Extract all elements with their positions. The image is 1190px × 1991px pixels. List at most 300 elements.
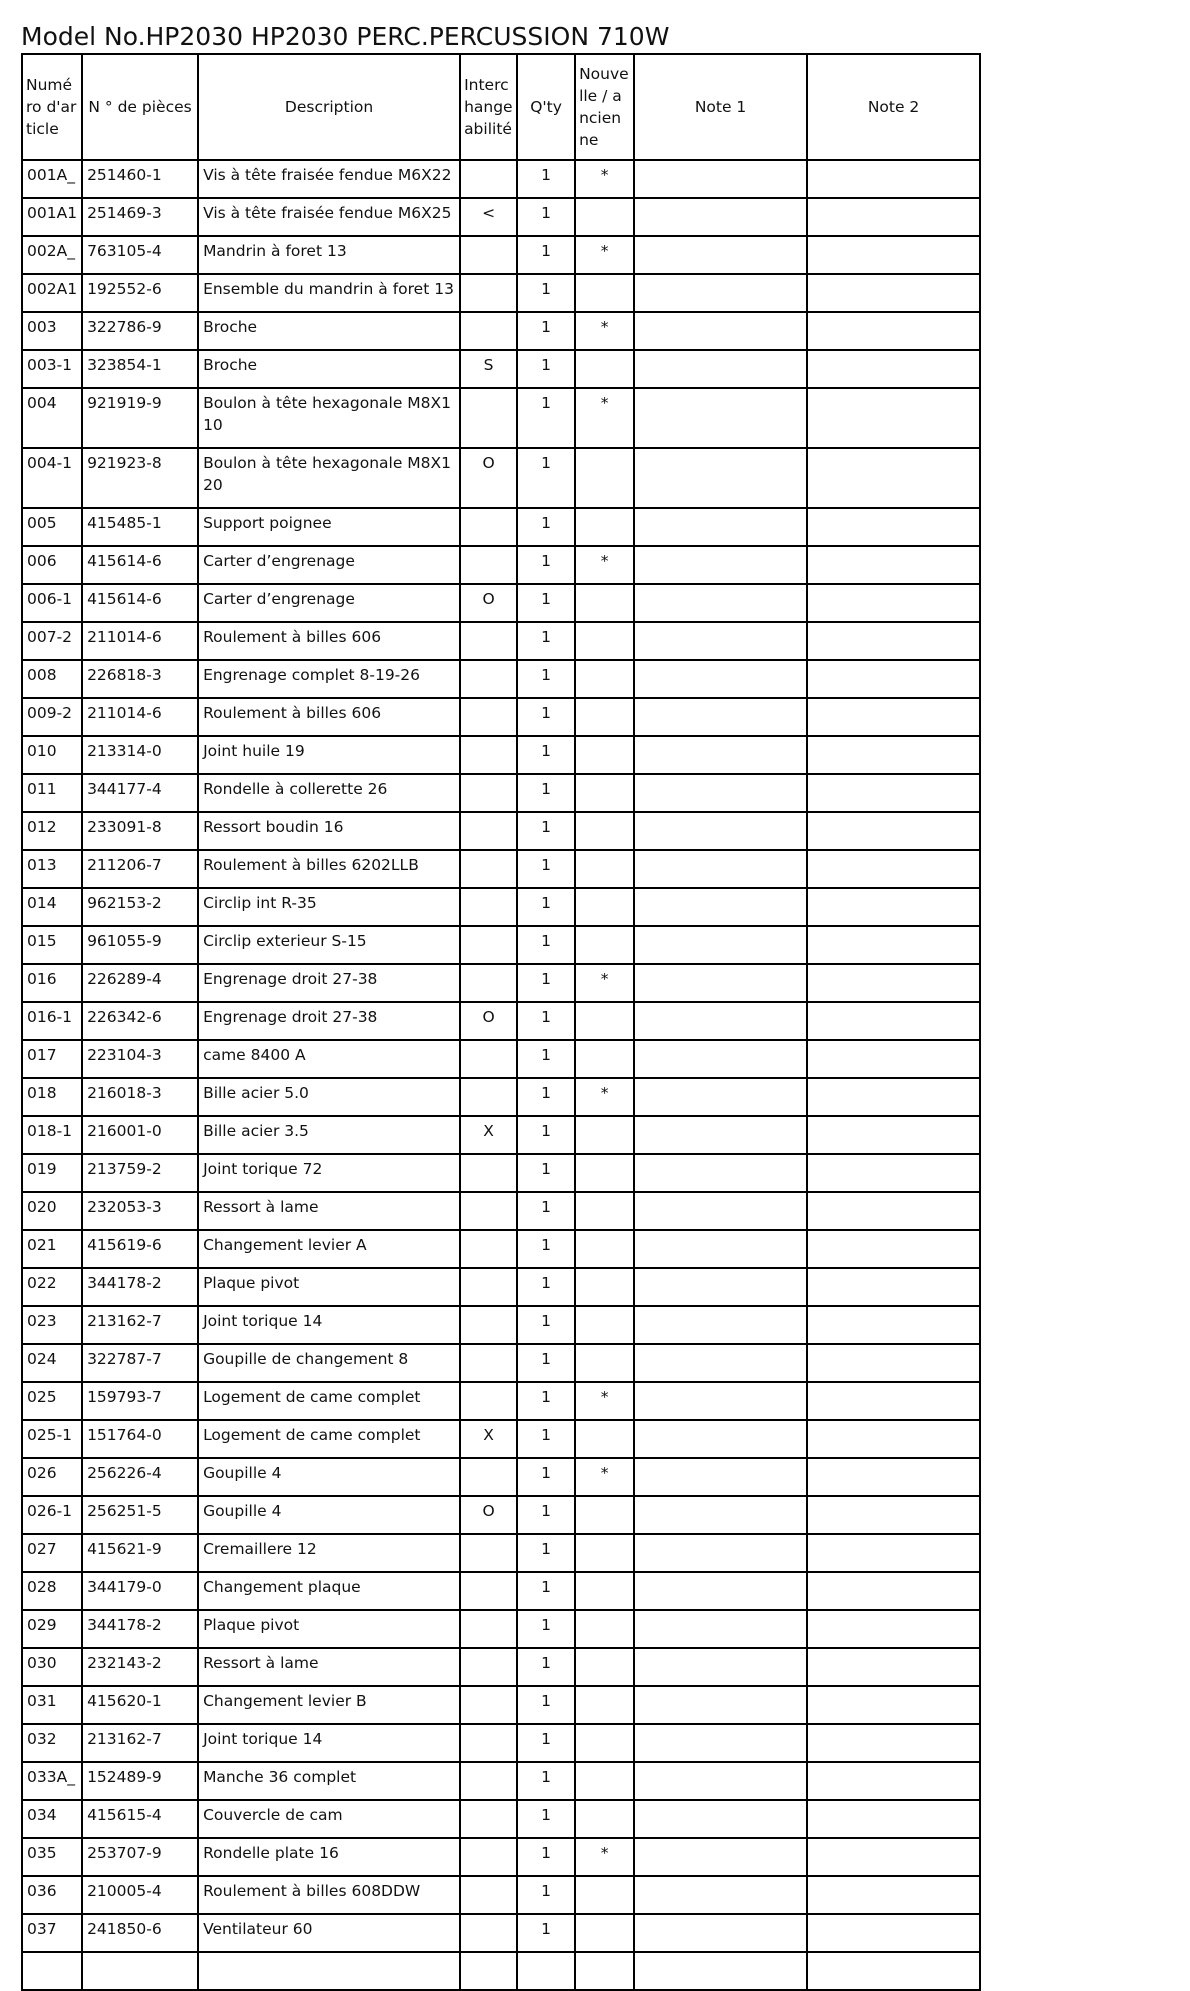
new-old-cell xyxy=(575,1572,634,1610)
table-row xyxy=(22,660,980,698)
note1-cell xyxy=(634,1230,807,1268)
note2-cell xyxy=(807,1838,980,1876)
note1-cell xyxy=(634,1496,807,1534)
description-cell: Carter d’engrenage xyxy=(198,584,460,622)
table-row xyxy=(22,1230,980,1268)
quantity-cell: 1 xyxy=(517,546,575,584)
new-old-cell xyxy=(575,1762,634,1800)
table-row xyxy=(22,1952,980,1990)
interchangeability-cell xyxy=(460,236,517,274)
part-number-cell: 210005-4 xyxy=(82,1876,198,1914)
new-old-cell xyxy=(575,1116,634,1154)
description-cell: Boulon à tête hexagonale M8X120 xyxy=(198,448,460,508)
new-old-cell xyxy=(575,1306,634,1344)
interchangeability-cell xyxy=(460,388,517,448)
note2-cell xyxy=(807,1040,980,1078)
note1-cell xyxy=(634,1154,807,1192)
part-number-cell: 152489-9 xyxy=(82,1762,198,1800)
interchangeability-cell xyxy=(460,1800,517,1838)
table-row xyxy=(22,198,980,236)
table-row xyxy=(22,622,980,660)
part-number-cell: 415614-6 xyxy=(82,546,198,584)
note1-cell xyxy=(634,274,807,312)
table-row xyxy=(22,1306,980,1344)
new-old-cell xyxy=(575,736,634,774)
part-number-cell: 415621-9 xyxy=(82,1534,198,1572)
item-number-cell: 018-1 xyxy=(22,1116,82,1154)
description-cell: Support poignee xyxy=(198,508,460,546)
note2-cell xyxy=(807,1610,980,1648)
note1-cell xyxy=(634,198,807,236)
interchangeability-cell xyxy=(460,1914,517,1952)
item-number-cell: 027 xyxy=(22,1534,82,1572)
quantity-cell xyxy=(517,1952,575,1990)
new-old-cell xyxy=(575,1800,634,1838)
note1-cell xyxy=(634,1458,807,1496)
note1-cell xyxy=(634,1382,807,1420)
part-number-cell: 415619-6 xyxy=(82,1230,198,1268)
quantity-cell: 1 xyxy=(517,448,575,508)
col-header-qty: Q'ty xyxy=(517,54,575,160)
table-row xyxy=(22,1838,980,1876)
interchangeability-cell xyxy=(460,1268,517,1306)
part-number-cell: 151764-0 xyxy=(82,1420,198,1458)
description-cell: Ensemble du mandrin à foret 13 xyxy=(198,274,460,312)
interchangeability-cell xyxy=(460,812,517,850)
part-number-cell: 962153-2 xyxy=(82,888,198,926)
interchangeability-cell xyxy=(460,1306,517,1344)
description-cell: Goupille 4 xyxy=(198,1458,460,1496)
new-old-cell xyxy=(575,1154,634,1192)
interchangeability-cell xyxy=(460,1154,517,1192)
item-number-cell: 028 xyxy=(22,1572,82,1610)
quantity-cell: 1 xyxy=(517,584,575,622)
note2-cell xyxy=(807,850,980,888)
interchangeability-cell xyxy=(460,1762,517,1800)
note2-cell xyxy=(807,926,980,964)
new-old-cell xyxy=(575,350,634,388)
note2-cell xyxy=(807,1382,980,1420)
new-old-cell xyxy=(575,1496,634,1534)
note1-cell xyxy=(634,1002,807,1040)
new-old-cell xyxy=(575,584,634,622)
quantity-cell: 1 xyxy=(517,1268,575,1306)
item-number-cell: 021 xyxy=(22,1230,82,1268)
table-row xyxy=(22,1686,980,1724)
note2-cell xyxy=(807,1762,980,1800)
quantity-cell: 1 xyxy=(517,812,575,850)
col-header-note1: Note 1 xyxy=(634,54,807,160)
interchangeability-cell xyxy=(460,850,517,888)
table-row xyxy=(22,1572,980,1610)
note1-cell xyxy=(634,964,807,1002)
item-number-cell: 030 xyxy=(22,1648,82,1686)
description-cell: Engrenage droit 27-38 xyxy=(198,964,460,1002)
description-cell: Roulement à billes 606 xyxy=(198,622,460,660)
description-cell: Manche 36 complet xyxy=(198,1762,460,1800)
quantity-cell: 1 xyxy=(517,198,575,236)
part-number-cell: 253707-9 xyxy=(82,1838,198,1876)
note2-cell xyxy=(807,1192,980,1230)
new-old-cell: * xyxy=(575,546,634,584)
item-number-cell: 015 xyxy=(22,926,82,964)
part-number-cell: 223104-3 xyxy=(82,1040,198,1078)
note2-cell xyxy=(807,698,980,736)
part-number-cell: 232143-2 xyxy=(82,1648,198,1686)
description-cell: Changement levier B xyxy=(198,1686,460,1724)
description-cell: Ressort boudin 16 xyxy=(198,812,460,850)
table-row xyxy=(22,964,980,1002)
col-header-item-no: Numéro d'article xyxy=(22,54,82,160)
description-cell: Mandrin à foret 13 xyxy=(198,236,460,274)
new-old-cell xyxy=(575,1610,634,1648)
new-old-cell: * xyxy=(575,1458,634,1496)
note2-cell xyxy=(807,274,980,312)
interchangeability-cell xyxy=(460,736,517,774)
new-old-cell xyxy=(575,926,634,964)
note2-cell xyxy=(807,736,980,774)
new-old-cell xyxy=(575,1724,634,1762)
item-number-cell: 025-1 xyxy=(22,1420,82,1458)
note2-cell xyxy=(807,1572,980,1610)
note2-cell xyxy=(807,1306,980,1344)
table-row xyxy=(22,1002,980,1040)
note1-cell xyxy=(634,1040,807,1078)
description-cell: Roulement à billes 608DDW xyxy=(198,1876,460,1914)
note2-cell xyxy=(807,1534,980,1572)
part-number-cell: 256251-5 xyxy=(82,1496,198,1534)
note1-cell xyxy=(634,584,807,622)
parts-table-body xyxy=(22,160,980,1990)
note1-cell xyxy=(634,350,807,388)
table-row xyxy=(22,736,980,774)
item-number-cell: 006 xyxy=(22,546,82,584)
description-cell: Circlip int R-35 xyxy=(198,888,460,926)
item-number-cell: 004 xyxy=(22,388,82,448)
item-number-cell: 016 xyxy=(22,964,82,1002)
note2-cell xyxy=(807,236,980,274)
interchangeability-cell xyxy=(460,274,517,312)
note1-cell xyxy=(634,622,807,660)
description-cell: Engrenage droit 27-38 xyxy=(198,1002,460,1040)
quantity-cell: 1 xyxy=(517,888,575,926)
new-old-cell xyxy=(575,812,634,850)
note1-cell xyxy=(634,660,807,698)
note2-cell xyxy=(807,888,980,926)
table-row xyxy=(22,1610,980,1648)
new-old-cell xyxy=(575,1686,634,1724)
note2-cell xyxy=(807,1800,980,1838)
note1-cell xyxy=(634,312,807,350)
note2-cell xyxy=(807,964,980,1002)
table-row xyxy=(22,1876,980,1914)
quantity-cell: 1 xyxy=(517,622,575,660)
interchangeability-cell: O xyxy=(460,1002,517,1040)
item-number-cell: 008 xyxy=(22,660,82,698)
item-number-cell: 026-1 xyxy=(22,1496,82,1534)
item-number-cell: 003 xyxy=(22,312,82,350)
note2-cell xyxy=(807,1078,980,1116)
note2-cell xyxy=(807,388,980,448)
note1-cell xyxy=(634,1306,807,1344)
note1-cell xyxy=(634,1078,807,1116)
quantity-cell: 1 xyxy=(517,508,575,546)
quantity-cell: 1 xyxy=(517,1800,575,1838)
note2-cell xyxy=(807,1116,980,1154)
new-old-cell xyxy=(575,198,634,236)
interchangeability-cell xyxy=(460,1876,517,1914)
part-number-cell: 322787-7 xyxy=(82,1344,198,1382)
item-number-cell: 037 xyxy=(22,1914,82,1952)
description-cell: Rondelle plate 16 xyxy=(198,1838,460,1876)
table-row xyxy=(22,1116,980,1154)
new-old-cell xyxy=(575,850,634,888)
part-number-cell: 241850-6 xyxy=(82,1914,198,1952)
new-old-cell: * xyxy=(575,388,634,448)
item-number-cell: 002A_ xyxy=(22,236,82,274)
interchangeability-cell xyxy=(460,1686,517,1724)
item-number-cell: 005 xyxy=(22,508,82,546)
interchangeability-cell xyxy=(460,1458,517,1496)
part-number-cell: 344178-2 xyxy=(82,1268,198,1306)
new-old-cell: * xyxy=(575,312,634,350)
interchangeability-cell xyxy=(460,622,517,660)
item-number-cell: 020 xyxy=(22,1192,82,1230)
table-row xyxy=(22,388,980,448)
item-number-cell: 011 xyxy=(22,774,82,812)
new-old-cell: * xyxy=(575,1382,634,1420)
new-old-cell xyxy=(575,448,634,508)
col-header-part-no: N ° de pièces xyxy=(82,54,198,160)
new-old-cell xyxy=(575,1420,634,1458)
interchangeability-cell: O xyxy=(460,584,517,622)
note1-cell xyxy=(634,926,807,964)
interchangeability-cell xyxy=(460,1610,517,1648)
description-cell: Circlip exterieur S-15 xyxy=(198,926,460,964)
item-number-cell: 016-1 xyxy=(22,1002,82,1040)
new-old-cell xyxy=(575,622,634,660)
note2-cell xyxy=(807,312,980,350)
quantity-cell: 1 xyxy=(517,1648,575,1686)
note1-cell xyxy=(634,698,807,736)
note1-cell xyxy=(634,1876,807,1914)
new-old-cell xyxy=(575,274,634,312)
interchangeability-cell: O xyxy=(460,1496,517,1534)
note2-cell xyxy=(807,448,980,508)
description-cell: Cremaillere 12 xyxy=(198,1534,460,1572)
table-row xyxy=(22,1648,980,1686)
quantity-cell: 1 xyxy=(517,1914,575,1952)
interchangeability-cell: S xyxy=(460,350,517,388)
item-number-cell: 010 xyxy=(22,736,82,774)
description-cell: Joint torique 14 xyxy=(198,1724,460,1762)
table-row xyxy=(22,1800,980,1838)
table-row xyxy=(22,850,980,888)
quantity-cell: 1 xyxy=(517,1420,575,1458)
part-number-cell: 415615-4 xyxy=(82,1800,198,1838)
part-number-cell: 415485-1 xyxy=(82,508,198,546)
item-number-cell: 001A1 xyxy=(22,198,82,236)
quantity-cell: 1 xyxy=(517,850,575,888)
item-number-cell: 002A1 xyxy=(22,274,82,312)
note2-cell xyxy=(807,160,980,198)
part-number-cell: 226289-4 xyxy=(82,964,198,1002)
item-number-cell: 029 xyxy=(22,1610,82,1648)
interchangeability-cell xyxy=(460,1952,517,1990)
part-number-cell: 251460-1 xyxy=(82,160,198,198)
note2-cell xyxy=(807,812,980,850)
description-cell: Joint torique 72 xyxy=(198,1154,460,1192)
note1-cell xyxy=(634,546,807,584)
description-cell: Broche xyxy=(198,312,460,350)
item-number-cell: 006-1 xyxy=(22,584,82,622)
new-old-cell xyxy=(575,508,634,546)
page-title: Model No.HP2030 HP2030 PERC.PERCUSSION 710W xyxy=(21,22,670,51)
note2-cell xyxy=(807,1876,980,1914)
part-number-cell: 344177-4 xyxy=(82,774,198,812)
description-cell xyxy=(198,1952,460,1990)
part-number-cell: 961055-9 xyxy=(82,926,198,964)
part-number-cell: 256226-4 xyxy=(82,1458,198,1496)
item-number-cell: 001A_ xyxy=(22,160,82,198)
description-cell: Plaque pivot xyxy=(198,1268,460,1306)
note1-cell xyxy=(634,236,807,274)
new-old-cell xyxy=(575,1002,634,1040)
note2-cell xyxy=(807,1154,980,1192)
interchangeability-cell xyxy=(460,1572,517,1610)
part-number-cell: 216018-3 xyxy=(82,1078,198,1116)
new-old-cell xyxy=(575,1534,634,1572)
note1-cell xyxy=(634,1838,807,1876)
quantity-cell: 1 xyxy=(517,1876,575,1914)
note2-cell xyxy=(807,1648,980,1686)
note2-cell xyxy=(807,1268,980,1306)
new-old-cell xyxy=(575,1192,634,1230)
interchangeability-cell: < xyxy=(460,198,517,236)
quantity-cell: 1 xyxy=(517,1572,575,1610)
item-number-cell: 017 xyxy=(22,1040,82,1078)
note1-cell xyxy=(634,388,807,448)
part-number-cell: 232053-3 xyxy=(82,1192,198,1230)
quantity-cell: 1 xyxy=(517,1382,575,1420)
new-old-cell xyxy=(575,1876,634,1914)
col-header-new-old: Nouvelle / ancienne xyxy=(575,54,634,160)
quantity-cell: 1 xyxy=(517,1002,575,1040)
description-cell: Changement plaque xyxy=(198,1572,460,1610)
description-cell: Rondelle à collerette 26 xyxy=(198,774,460,812)
table-row xyxy=(22,1078,980,1116)
quantity-cell: 1 xyxy=(517,388,575,448)
new-old-cell xyxy=(575,1344,634,1382)
part-number-cell: 415620-1 xyxy=(82,1686,198,1724)
item-number-cell: 031 xyxy=(22,1686,82,1724)
note2-cell xyxy=(807,1002,980,1040)
note1-cell xyxy=(634,1952,807,1990)
note1-cell xyxy=(634,1534,807,1572)
interchangeability-cell: X xyxy=(460,1420,517,1458)
col-header-note2: Note 2 xyxy=(807,54,980,160)
note2-cell xyxy=(807,1952,980,1990)
part-number-cell: 763105-4 xyxy=(82,236,198,274)
item-number-cell: 009-2 xyxy=(22,698,82,736)
part-number-cell: 415614-6 xyxy=(82,584,198,622)
item-number-cell: 014 xyxy=(22,888,82,926)
note1-cell xyxy=(634,508,807,546)
note1-cell xyxy=(634,850,807,888)
note1-cell xyxy=(634,1648,807,1686)
description-cell: Ressort à lame xyxy=(198,1192,460,1230)
note2-cell xyxy=(807,1344,980,1382)
interchangeability-cell xyxy=(460,1230,517,1268)
description-cell: Goupille de changement 8 xyxy=(198,1344,460,1382)
table-row xyxy=(22,546,980,584)
interchangeability-cell xyxy=(460,1838,517,1876)
quantity-cell: 1 xyxy=(517,1496,575,1534)
interchangeability-cell xyxy=(460,160,517,198)
quantity-cell: 1 xyxy=(517,1192,575,1230)
part-number-cell: 211014-6 xyxy=(82,622,198,660)
interchangeability-cell xyxy=(460,698,517,736)
note1-cell xyxy=(634,1914,807,1952)
description-cell: Couvercle de cam xyxy=(198,1800,460,1838)
note2-cell xyxy=(807,508,980,546)
new-old-cell xyxy=(575,1648,634,1686)
note1-cell xyxy=(634,448,807,508)
note2-cell xyxy=(807,350,980,388)
table-row xyxy=(22,774,980,812)
note1-cell xyxy=(634,736,807,774)
part-number-cell: 233091-8 xyxy=(82,812,198,850)
part-number-cell: 213162-7 xyxy=(82,1724,198,1762)
description-cell: Roulement à billes 6202LLB xyxy=(198,850,460,888)
table-row xyxy=(22,584,980,622)
item-number-cell: 003-1 xyxy=(22,350,82,388)
part-number-cell: 216001-0 xyxy=(82,1116,198,1154)
interchangeability-cell xyxy=(460,1648,517,1686)
part-number-cell xyxy=(82,1952,198,1990)
col-header-description: Description xyxy=(198,54,460,160)
quantity-cell: 1 xyxy=(517,660,575,698)
quantity-cell: 1 xyxy=(517,236,575,274)
quantity-cell: 1 xyxy=(517,926,575,964)
part-number-cell: 251469-3 xyxy=(82,198,198,236)
table-row xyxy=(22,236,980,274)
table-row xyxy=(22,1420,980,1458)
table-row xyxy=(22,1496,980,1534)
interchangeability-cell xyxy=(460,1040,517,1078)
note2-cell xyxy=(807,1496,980,1534)
quantity-cell: 1 xyxy=(517,1154,575,1192)
item-number-cell: 022 xyxy=(22,1268,82,1306)
note1-cell xyxy=(634,774,807,812)
note1-cell xyxy=(634,1572,807,1610)
table-row xyxy=(22,812,980,850)
table-row xyxy=(22,1192,980,1230)
table-row xyxy=(22,274,980,312)
item-number-cell: 032 xyxy=(22,1724,82,1762)
table-row xyxy=(22,160,980,198)
note2-cell xyxy=(807,1914,980,1952)
new-old-cell xyxy=(575,1268,634,1306)
quantity-cell: 1 xyxy=(517,1116,575,1154)
interchangeability-cell xyxy=(460,888,517,926)
part-number-cell: 213162-7 xyxy=(82,1306,198,1344)
interchangeability-cell xyxy=(460,546,517,584)
new-old-cell: * xyxy=(575,236,634,274)
table-row xyxy=(22,888,980,926)
interchangeability-cell xyxy=(460,1078,517,1116)
table-row xyxy=(22,698,980,736)
